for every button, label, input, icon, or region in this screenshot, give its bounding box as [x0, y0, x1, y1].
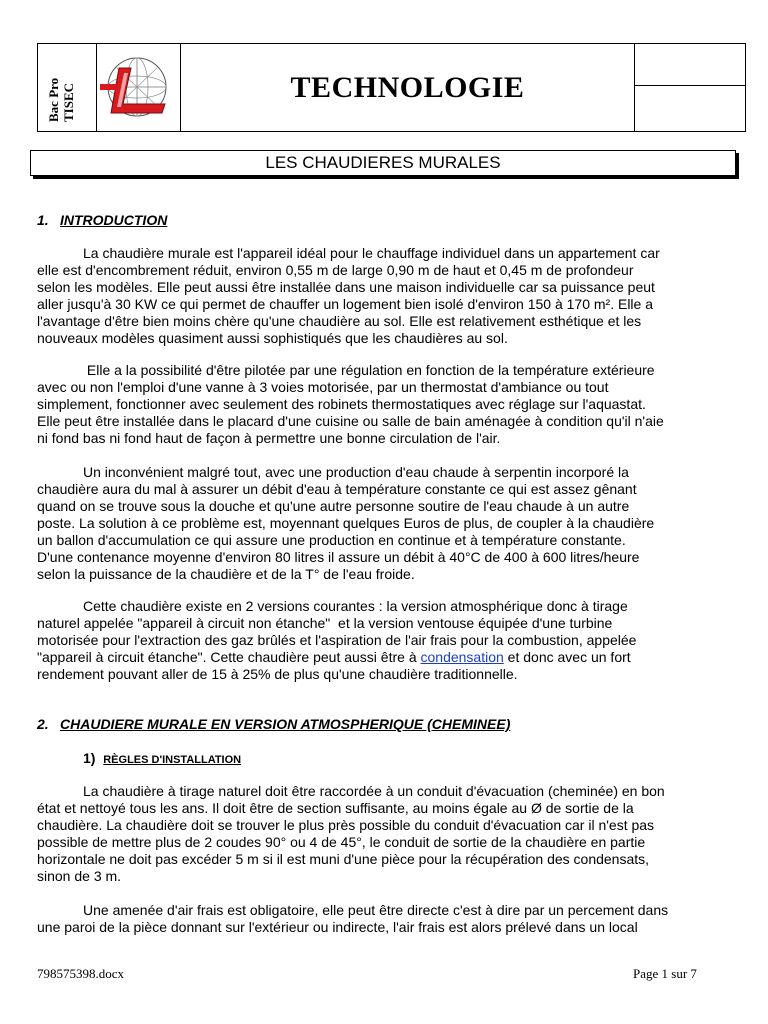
text-line: une paroi de la pièce donnant sur l'extérieur ou indirecte, l'air frais est alors prélevé dans un local [37, 919, 638, 935]
text-line [37, 649, 731, 666]
text-line: horizontale ne doit pas excéder 5 m si il est muni d'une pièce pour la récupération des condensats, [37, 851, 650, 867]
text-line: un ballon d'accumulation ce qui assure une production en continue et à température constante. [37, 532, 626, 548]
text-line: Un inconvénient malgré tout, avec une production d'eau chaude à serpentin incorporé la [83, 464, 629, 480]
paragraph-3 [37, 464, 731, 583]
heading-label: CHAUDIERE MURALE EN VERSION ATMOSPHERIQUE (CHEMINEE) [60, 716, 511, 732]
paragraph-2 [37, 362, 731, 447]
text-line: chaudière aura du mal à assurer un débit d'eau à température constante ce qui est assez gênant [37, 481, 637, 497]
side-label [46, 78, 76, 122]
school-logo-icon [97, 44, 181, 131]
text-line: elle est d'encombrement réduit, environ 0,55 m de large 0,90 m de haut et 0,45 m de profondeur [37, 262, 634, 278]
text-line: aller jusqu'à 30 KW ce qui permet de chauffer un logement bien isolé d'environ 150 à 170 m². Elle a [37, 296, 654, 312]
subheading-number: 1) [83, 750, 96, 766]
heading-number: 1. [37, 212, 49, 228]
footer-filename: 798575398.docx [37, 966, 125, 981]
subheading-regles [83, 750, 241, 766]
text-line: quand on se trouve sous la douche et qu'une autre personne soutire de l'eau chaude à un autre [37, 498, 630, 514]
header-table [37, 43, 746, 132]
text-line: ni fond bas ni fond haut de façon à permettre une bonne circulation de l'air. [37, 430, 501, 446]
text-segment: "appareil à circuit étanche". Cette chaudière peut aussi être à [37, 649, 421, 665]
text-line: rendement pouvant aller de 15 à 25% de plus qu'une chaudière traditionnelle. [37, 666, 518, 682]
paragraph-5 [37, 783, 731, 885]
text-line: motorisée pour l'extraction des gaz brûlés et l'aspiration de l'air frais pour la combustion, appelée [37, 632, 637, 648]
section-title: LES CHAUDIERES MURALES [265, 153, 501, 172]
paragraph-6 [37, 902, 731, 936]
subheading-label: RÈGLES D'INSTALLATION [103, 754, 242, 766]
text-line: possible de mettre plus de 2 coudes 90° ou 4 de 45°, le conduit de sortie de la chaudière en partie [37, 834, 646, 850]
text-line: D'une contenance moyenne d'environ 80 litres il assure un débit à 40°C de 400 à 600 litres/heure [37, 549, 640, 565]
text-line: état et nettoyé tous les ans. Il doit être de section suffisante, au moins égale au Ø de sortie de la [37, 800, 634, 816]
text-line: avec ou non l'emploi d'une vanne à 3 voies motorisée, par un thermostat d'ambiance ou tout [37, 379, 609, 395]
text-line: La chaudière murale est l'appareil idéal pour le chauffage individuel dans un appartement car [83, 245, 660, 261]
text-line: nouveaux modèles quasiment aussi sophistiqués que les chaudières au sol. [37, 330, 508, 346]
text-line: Cette chaudière existe en 2 versions courantes : la version atmosphérique donc à tirage [83, 598, 628, 614]
text-line: Elle a la possibilité d'être pilotée par une régulation en fonction de la température extérieure [83, 362, 655, 378]
text-line: chaudière. La chaudière doit se trouver le plus près possible du conduit d'évacuation car il n'est pas [37, 817, 655, 833]
page-title: TECHNOLOGIE [290, 70, 525, 104]
header-logo-cell [97, 44, 181, 131]
header-right-cell [635, 44, 745, 131]
text-segment: et donc avec un fort [503, 649, 631, 665]
header-side-cell [38, 44, 97, 131]
heading-label: INTRODUCTION [60, 212, 168, 228]
text-line: selon la puissance de la chaudière et de la T° de l'eau froide. [37, 566, 415, 582]
heading-number: 2. [37, 716, 49, 732]
text-line: La chaudière à tirage naturel doit être raccordée à un conduit d'évacuation (cheminée) en bon [83, 783, 665, 799]
text-line: selon les modèles. Elle peut aussi être installée dans une maison individuelle car sa puissance peut [37, 279, 655, 295]
side-line-1: Bac Pro [46, 77, 61, 122]
condensation-link[interactable]: condensation [420, 649, 504, 665]
footer-page-number: Page 1 sur 7 [633, 966, 697, 981]
text-line: Elle peut être installée dans le placard d'une cuisine ou salle de bain aménagée à condition qu'il n'aie [37, 413, 664, 429]
header-title-cell [181, 44, 635, 131]
paragraph-1 [37, 245, 731, 347]
heading-atmospherique [37, 716, 510, 732]
text-line: naturel appelée "appareil à circuit non étanche" et la version ventouse équipée d'une turbine [37, 615, 613, 631]
section-title-box [30, 150, 736, 176]
text-line: simplement, fonctionner avec seulement des robinets thermostatiques avec réglage sur l'aquastat. [37, 396, 646, 412]
header-divider [635, 85, 745, 86]
paragraph-4 [37, 598, 731, 683]
text-line: Une amenée d'air frais est obligatoire, elle peut être directe c'est à dire par un percement dans [83, 902, 669, 918]
text-line: sinon de 3 m. [37, 868, 122, 884]
text-line: poste. La solution à ce problème est, moyennant quelques Euros de plus, de coupler à la chaudière [37, 515, 655, 531]
heading-introduction [37, 212, 167, 228]
text-line: l'avantage d'être bien moins chère qu'une chaudière au sol. Elle est relativement esthétique et les [37, 313, 642, 329]
side-line-2: TISEC [61, 82, 76, 122]
